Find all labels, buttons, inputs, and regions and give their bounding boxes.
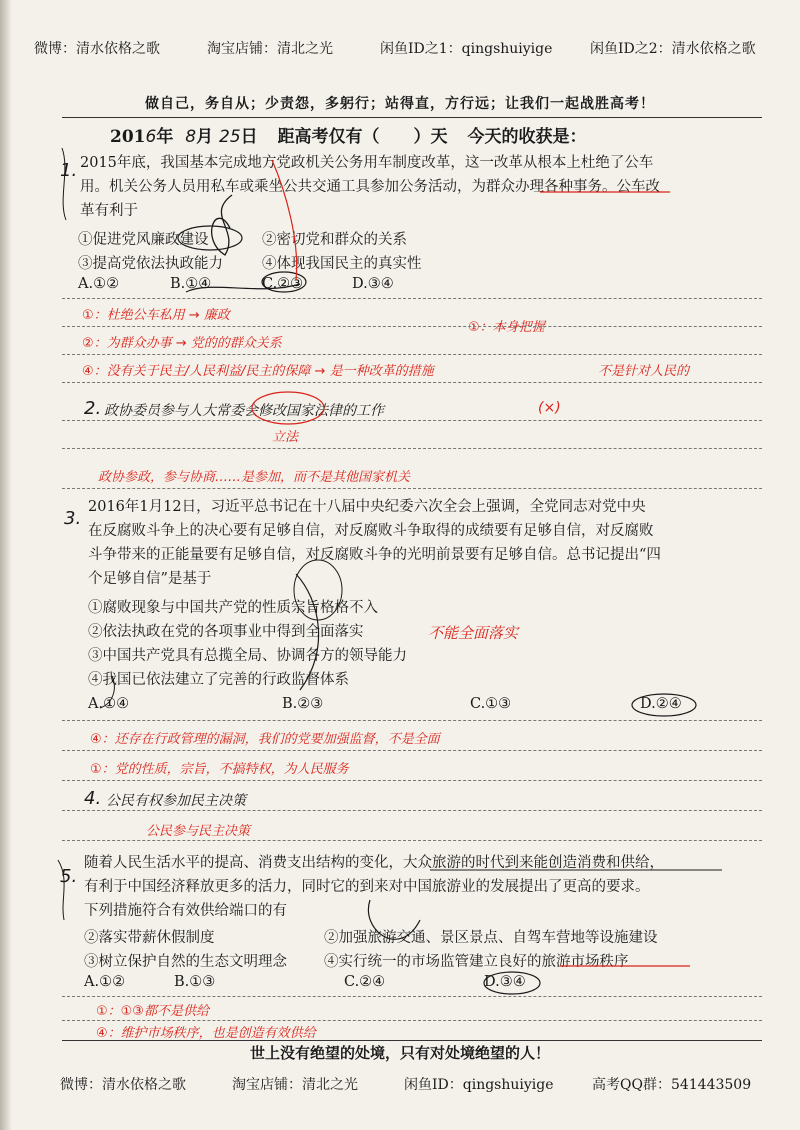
ruled-line [62,1020,762,1021]
q5-choice-b: B.①③ [174,974,216,990]
ink-scribble [212,195,232,255]
countdown-text: 距高考仅有（ ）天 [277,127,448,147]
day-label: 日 [240,127,258,147]
q3-choice-b: B.②③ [282,696,324,712]
q4-text: 公民有权参加民主决策 [106,793,246,809]
gain-label: 今天的收获是： [467,127,587,147]
q1-line-2: 用。机关公务人员用私车或乘坐公共交通工具参加公务活动，为群众办理各种事务。公车改 [80,179,660,195]
year-handwritten: 6 [145,127,157,147]
q5-number: 5. [60,866,78,887]
q3-choice-a: A.①④ [88,696,130,712]
q2-number: 2. [84,398,102,419]
q1-option-3: ③提高党依法执政能力 [78,256,223,272]
divider [62,1040,762,1041]
q3-line-4: 个足够自信”是基于 [88,571,212,587]
q3-line-3: 斗争带来的正能量要有足够自信，对反腐败斗争的光明前景要有足够自信。总书记提出“四 [88,547,661,563]
ruled-line [62,354,762,355]
q5-option-3: ③树立保护自然的生态文明理念 [84,954,287,970]
year-prefix: 201 [110,127,146,147]
q1-line-1: 2015年底，我国基本完成地方党政机关公务用车制度改革，这一改革从根本上杜绝了公车 [80,155,654,171]
q1-choice-c: C.②③ [262,276,304,292]
q2-note-under: 立法 [272,430,299,445]
ruled-line [62,840,762,841]
q2-mark: (×) [538,400,561,416]
footer-taobao: 淘宝店铺：清北之光 [232,1077,358,1093]
page-edge-shadow [0,0,12,1130]
divider [62,117,762,118]
q3-note-2: ①：党的性质，宗旨，不搞特权，为人民服务 [90,762,349,777]
q1-choice-b: B.①④ [170,276,212,292]
motto: 做自己，务自从；少责怨，多躬行；站得直，方行远；让我们一起战胜高考！ [145,96,655,112]
q3-option-2: ②依法执政在党的各项事业中得到全面落实 [88,624,364,640]
footer-weibo: 微博：清水依格之歌 [60,1077,186,1093]
q1-note-1: ①：杜绝公车私用 → 廉政 [82,308,230,323]
ruled-line [62,720,762,721]
q1-option-2: ②密切党和群众的关系 [262,232,407,248]
ruled-line [62,810,762,811]
q3-option-4: ④我国已依法建立了完善的行政监督体系 [88,672,349,688]
q2-note: 政协参政，参与协商……是参加，而不是其他国家机关 [98,470,411,485]
q1-option-1: ①促进党风廉政建设 [78,232,209,248]
header-taobao: 淘宝店铺：清北之光 [207,41,333,57]
ruled-line [62,420,762,421]
q1-note-2: ②：为群众办事 → 党的的群众关系 [82,336,282,351]
q5-option-1: ②落实带薪休假制度 [84,930,215,946]
month-label: 月 [196,127,214,147]
q1-option-4: ④体现我国民主的真实性 [262,256,422,272]
q2-text: 政协委员参与人大常委会修改国家法律的工作 [104,403,384,419]
ruled-line [62,326,762,327]
q3-line-2: 在反腐败斗争上的决心要有足够自信，对反腐败斗争取得的成绩要有足够自信，对反腐败 [88,523,654,539]
year-label: 年 [156,127,174,147]
q1-choice-d: D.③④ [352,276,394,292]
q1-choice-a: A.①② [78,276,120,292]
ink-bracket [62,148,66,220]
q5-choice-a: A.①② [84,974,126,990]
q1-note-4: ①：本身把握 [468,320,545,335]
q1-number: 1. [60,160,78,181]
q5-line-3: 下列措施符合有效供给端口的有 [84,903,287,919]
q1-note-5: 不是针对人民的 [598,364,690,379]
q5-option-4: ④实行统一的市场监管建立良好的旅游市场秩序 [324,954,629,970]
q3-choice-c: C.①③ [470,696,512,712]
date-line [110,122,586,147]
header-weibo: 微博：清水依格之歌 [34,41,160,57]
ruled-line [62,382,762,383]
q1-line-3: 革有利于 [80,203,138,219]
q3-option-3: ③中国共产党具有总揽全局、协调各方的领导能力 [88,648,407,664]
footer-qq: 高考QQ群：541443509 [592,1077,752,1093]
ruled-line [62,750,762,751]
q5-choice-d: D.③④ [484,974,526,990]
q3-number: 3. [64,508,82,529]
q3-choice-d: D.②④ [640,696,682,712]
footer-xianyu: 闲鱼ID：qingshuiyige [404,1077,554,1093]
q4-number: 4. [84,788,102,809]
q1-note-3: ④：没有关于民主/人民利益/民主的保障 → 是一种改革的措施 [82,364,434,379]
q5-note-2: ④：维护市场秩序，也是创造有效供给 [96,1026,316,1041]
header-xianyu-2: 闲鱼ID之2：清水依格之歌 [590,41,756,57]
ruled-line [62,996,762,997]
q5-choice-c: C.②④ [344,974,386,990]
day-handwritten: 25 [219,127,241,147]
q5-line-2: 有利于中国经济释放更多的活力，同时它的到来对中国旅游业的发展提出了更高的要求。 [84,879,650,895]
q4-note: 公民参与民主决策 [146,824,251,839]
q5-note-1: ①：①③都不是供给 [96,1004,209,1019]
ruled-line [62,298,762,299]
ruled-line [62,488,762,489]
q3-line-1: 2016年1月12日，习近平总书记在十八届中央纪委六次全会上强调，全党同志对党中央 [88,499,646,515]
q5-option-2: ②加强旅游交通、景区景点、自驾车营地等设施建设 [324,930,658,946]
header-xianyu-1: 闲鱼ID之1：qingshuiyige [380,41,553,57]
q5-line-1: 随着人民生活水平的提高、消费支出结构的变化，大众旅游的时代到来能创造消费和供给， [84,855,664,871]
footer-quote: 世上没有绝望的处境，只有对处境绝望的人！ [249,1044,550,1062]
q3-option-1: ①腐败现象与中国共产党的性质宗旨格格不入 [88,600,378,616]
ruled-line [62,448,762,449]
q3-side-note: 不能全面落实 [428,624,519,642]
q3-note-1: ④：还存在行政管理的漏洞，我们的党要加强监督，不是全面 [90,732,440,747]
ruled-line [62,780,762,781]
month-handwritten: 8 [185,127,197,147]
